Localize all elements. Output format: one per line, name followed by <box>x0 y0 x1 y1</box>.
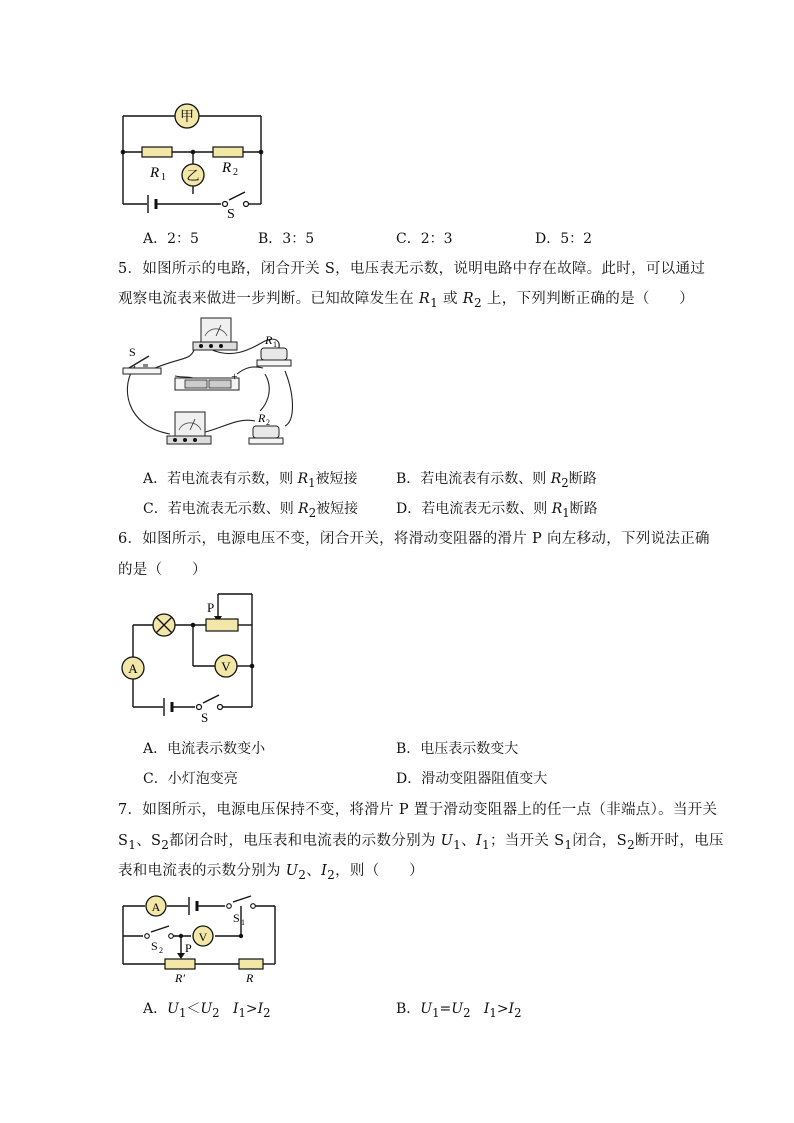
r1-subscript: 1 <box>161 172 166 183</box>
q5-option-c[interactable]: C．若电流表无示数、则 $R_2$被短接 <box>143 501 359 520</box>
q5-stem-line1: 5．如图所示的电路，闭合开关 S，电压表无示数，说明电路中存在故障。此时，可以通过 <box>118 261 706 277</box>
q6-stem-line1: 6．如图所示，电源电压不变，闭合开关，将滑动变阻器的滑片 P 向左移动，下列说法正确 <box>118 531 710 547</box>
svg-text:+: + <box>231 372 238 381</box>
q7-r-label: R <box>246 971 254 985</box>
figure-q5-apparatus <box>115 316 305 456</box>
q5-fig-r1-subscript: 1 <box>273 340 277 349</box>
q6-option-b[interactable]: B．电压表示数变大 <box>396 741 519 757</box>
figure-q4-circuit <box>115 96 275 221</box>
meter-jia-label: 甲 <box>180 109 194 125</box>
q7-stem-line3: 表和电流表的示数分别为 $U_2$、$I_2$，则（ ） <box>118 863 424 882</box>
q7-s1-label: S <box>233 911 240 925</box>
q6-stem-line2: 的是（ ） <box>118 562 207 578</box>
q6-ammeter-label: A <box>128 661 138 676</box>
r1-label: R <box>150 165 160 181</box>
r2-subscript: 2 <box>233 167 238 178</box>
q7-s2-label: S <box>151 939 158 953</box>
switch-label: S <box>227 207 235 221</box>
q7-rprime-label: R′ <box>175 971 185 985</box>
q7-option-a[interactable]: A．$U_1<U_2$ $I_1>I_2$ <box>143 1001 271 1020</box>
q4-option-a[interactable]: A．2：5 <box>143 231 199 247</box>
q7-slider-label: P <box>185 941 192 955</box>
q7-option-b[interactable]: B．$U_1=U_2$ $I_1>I_2$ <box>396 1001 522 1020</box>
q6-switch-label: S <box>201 710 209 725</box>
q4-option-b[interactable]: B．3：5 <box>258 231 315 247</box>
q4-option-c[interactable]: C．2：3 <box>396 231 453 247</box>
q7-voltmeter-label: V <box>198 930 208 944</box>
q7-s1-subscript: 1 <box>241 918 245 927</box>
q7-stem-line2: $S_1$、$S_2$都闭合时，电压表和电流表的示数分别为 $U_1$、$I_1$；当开关 $S_1$闭合，$S_2$断开时，电压 <box>118 833 724 852</box>
q7-s2-subscript: 2 <box>159 946 163 955</box>
figure-q7-circuit <box>115 890 285 985</box>
r2-label: R <box>222 160 232 176</box>
q6-option-c[interactable]: C．小灯泡变亮 <box>143 771 238 787</box>
q6-voltmeter-label: V <box>221 659 231 674</box>
q5-fig-r2-label: R <box>258 411 266 425</box>
q5-stem-line2: 观察电流表来做进一步判断。已知故障发生在 $R_1$ 或 $R_2$ 上，下列判断正确的是（ ） <box>118 291 695 310</box>
q5-fig-switch-label: S <box>129 345 136 359</box>
figure-q6-circuit <box>115 588 265 728</box>
q4-option-d[interactable]: D．5：2 <box>535 231 593 247</box>
q5-fig-r1-label: R <box>265 333 273 347</box>
meter-yi-label: 乙 <box>186 169 200 184</box>
q7-ammeter-label: A <box>151 900 161 914</box>
q5-fig-r2-subscript: 2 <box>266 418 270 427</box>
q6-option-a[interactable]: A．电流表示数变小 <box>143 741 266 757</box>
q5-option-d[interactable]: D．若电流表无示数、则 $R_1$断路 <box>396 501 598 520</box>
q5-option-b[interactable]: B．若电流表有示数、则 $R_2$断路 <box>396 471 597 490</box>
q6-option-d[interactable]: D．滑动变阻器阻值变大 <box>396 771 548 787</box>
q6-slider-label: P <box>207 600 215 615</box>
q5-option-a[interactable]: A．若电流表有示数，则 $R_1$被短接 <box>143 471 358 490</box>
q7-stem-line1: 7．如图所示，电源电压保持不变，将滑片 P 置于滑动变阻器上的任一点（非端点）。当开关 <box>118 802 718 818</box>
